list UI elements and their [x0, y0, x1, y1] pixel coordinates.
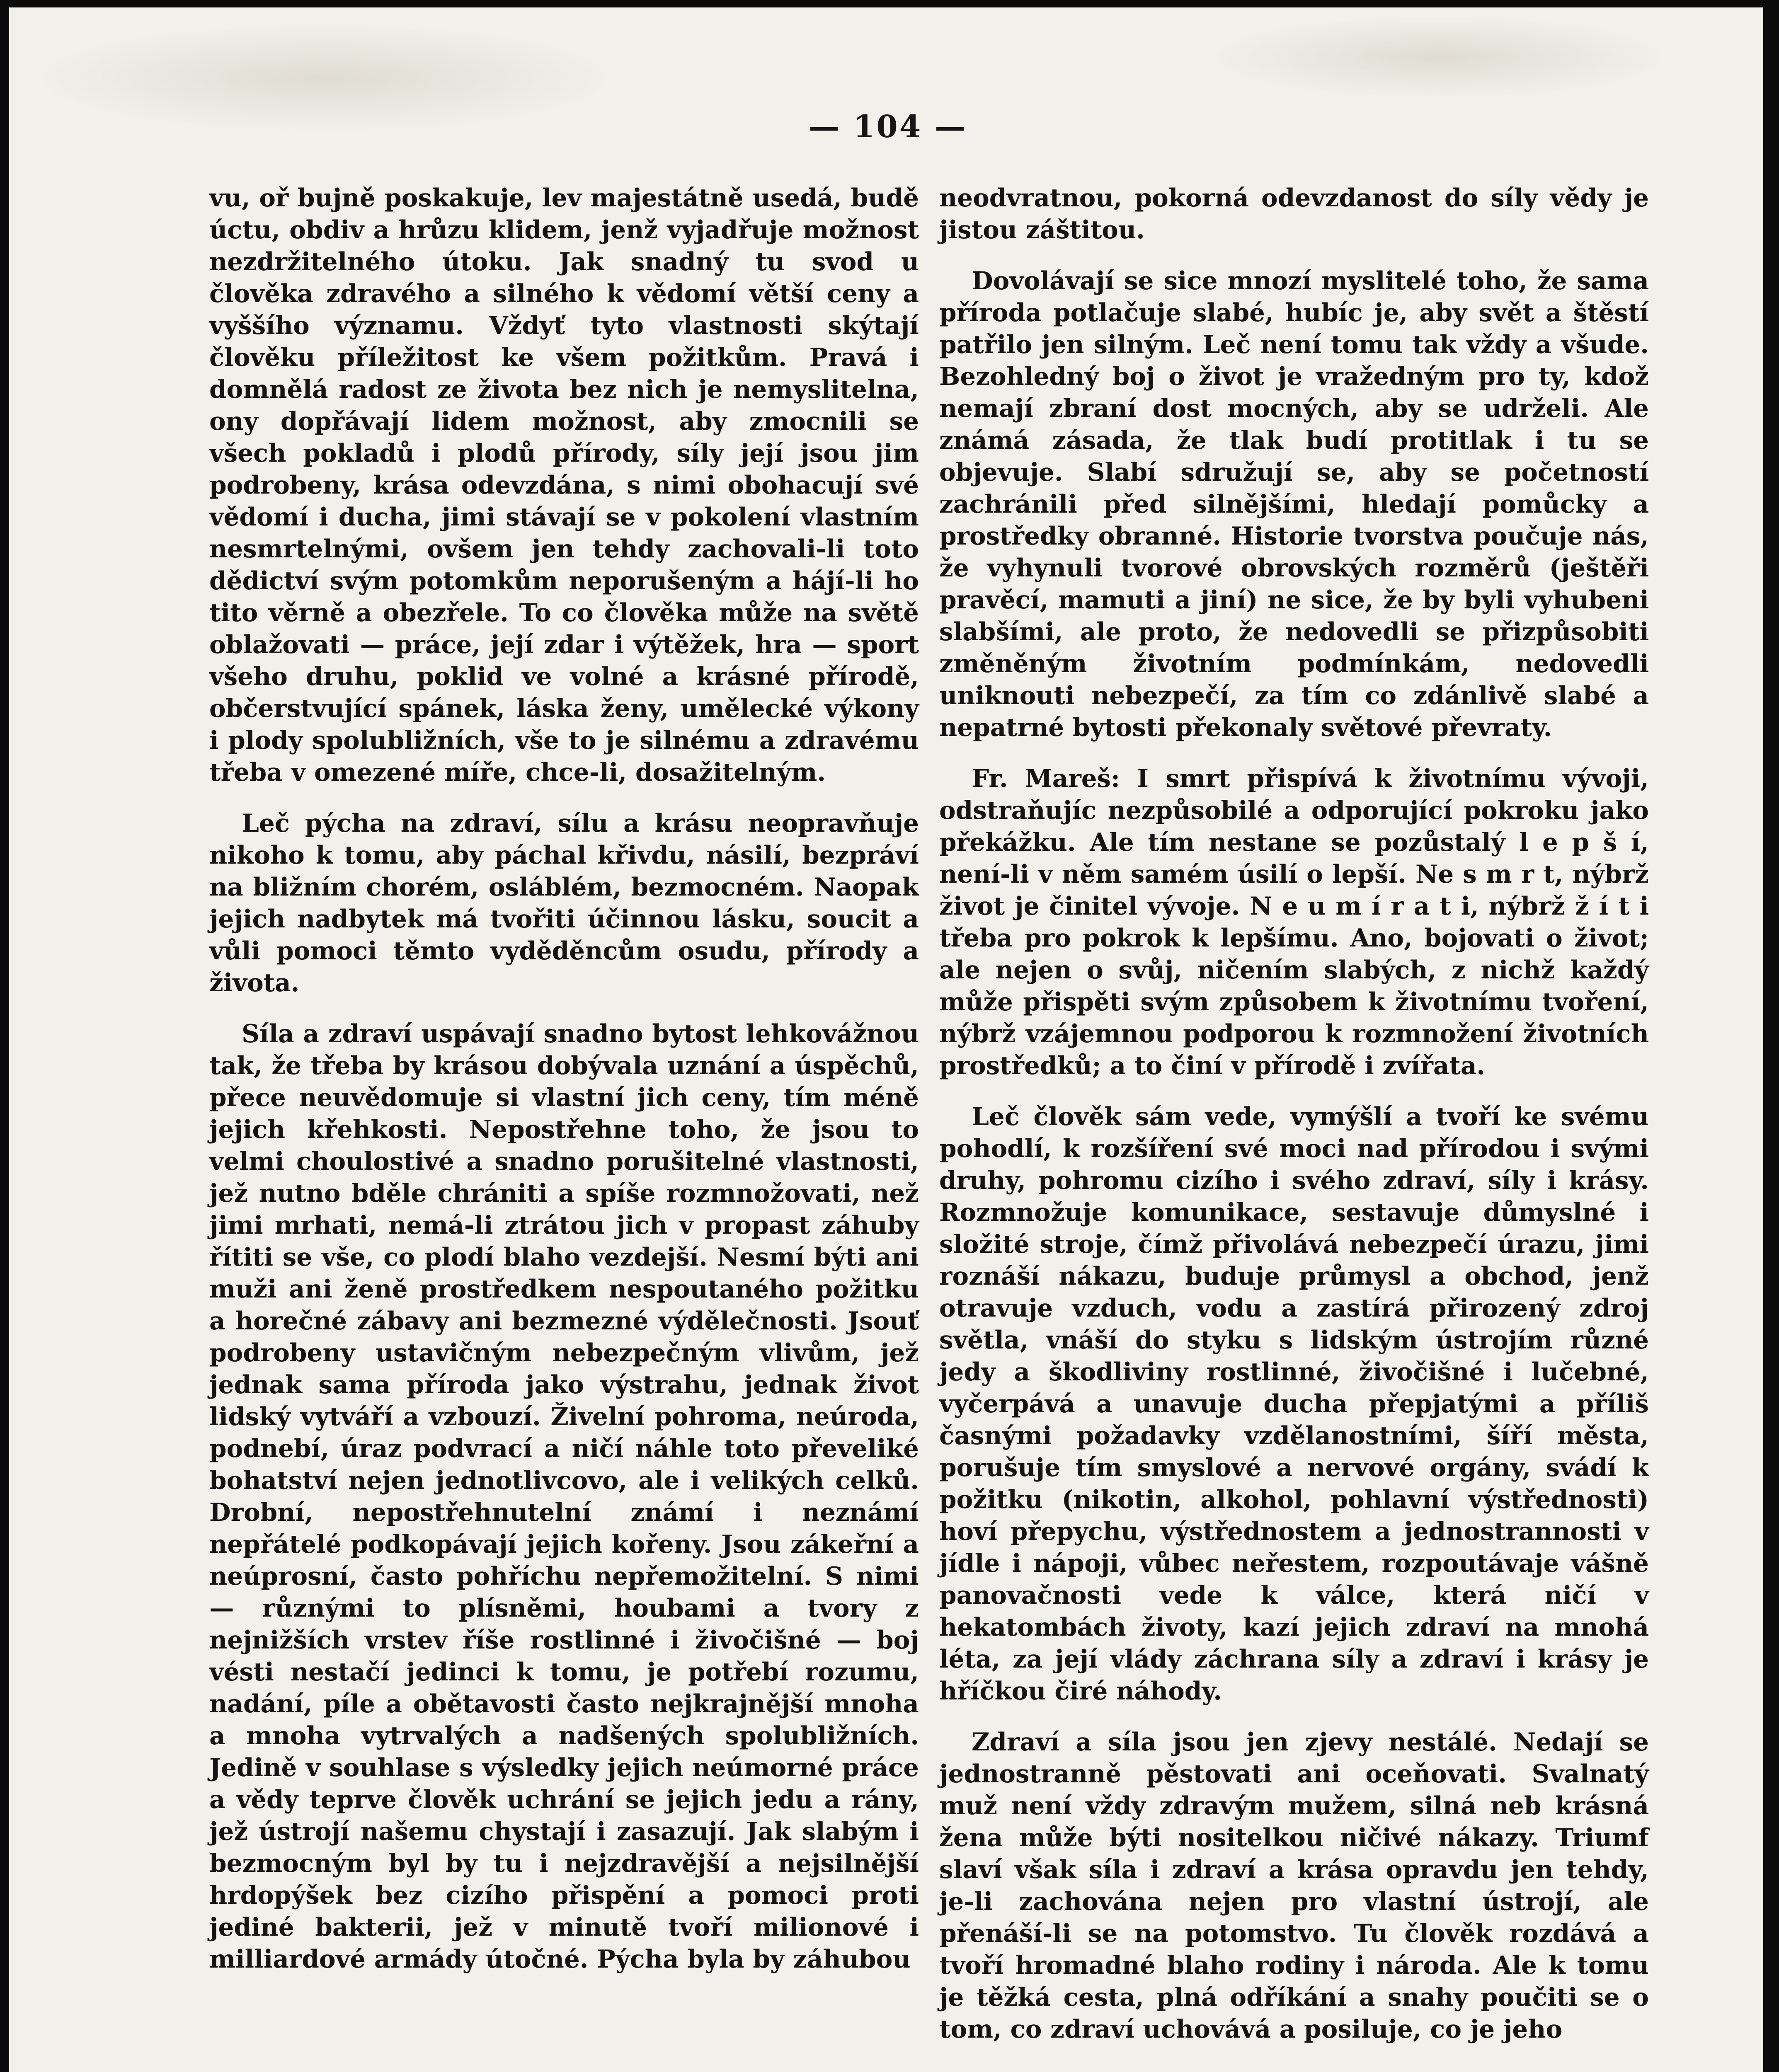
page-number: — 104 — — [809, 109, 967, 145]
paragraph: Dovolávají se sice mnozí myslitelé toho, že sama příroda potlačuje slabé, hubíc je, aby svět a štěstí patřilo jen silným. Leč není tomu tak vždy a všude. Bezohledný boj o život je vražedným pro ty, kdož nemají zbraní dost mocných, aby se udrželi. Ale známá zásada, že tlak budí protitlak i tu se objevuje. Slabí sdružují se, aby se početností zachránili před silnějšími, hledají pomůcky a prostředky obranné. Historie tvorstva poučuje nás, že vyhynuli tvorové obrovských rozměrů (ještěři pravěcí, mamuti a jiní) ne sice, že by byli vyhubeni slabšími, ale proto, že nedovedli se přizpůsobiti změněným životním podmínkám, nedovedli uniknouti nebezpečí, za tím co zdánlivě slabé a nepatrné bytosti překonaly světové převraty. — [939, 266, 1649, 742]
paragraph: neodvratnou, pokorná odevzdanost do síly vědy je jistou záštitou. — [939, 184, 1649, 244]
paragraph: Fr. Mareš: I smrt přispívá k životnímu vývoji, odstraňujíc nezpůsobilé a odporující pokroku jako překážku. Ale tím nestane se pozůstalý l e p š í, není-li v něm samém úsilí o lepší. Ne s m r t, nýbrž život je činitel vývoje. N e u m í r a t i, nýbrž ž í t i třeba pro pokrok k lepšímu. Ano, bojovati o život; ale nejen o svůj, ničením slabých, z nichž každý může přispěti svým způsobem k životnímu tvoření, nýbrž vzájemnou podporou k rozmnožení životních prostředků; a to činí v přírodě i zvířata. — [939, 764, 1649, 1080]
paragraph: vu, oř bujně poskakuje, lev majestátně usedá, budě úctu, obdiv a hrůzu klidem, jenž vyjadřuje možnost nezdržitelného útoku. Jak snadný tu svod u člověka zdravého a silného k vědomí větší ceny a vyššího významu. Vždyť tyto vlastnosti skýtají člověku příležitost ke všem požitkům. Pravá i domnělá radost ze života bez nich je nemyslitelna, ony dopřávají lidem možnost, aby zmocnili se všech pokladů i plodů přírody, síly její jsou jim podrobeny, krása odevzdána, s nimi obohacují své vědomí i ducha, jimi stávají se v pokolení vlastním nesmrtelnými, ovšem jen tehdy zachovali-li toto dědictví svým potomkům neporušeným a hájí-li ho tito věrně a obezřele. To co člověka může na světě oblažovati — práce, její zdar i výtěžek, hra — sport všeho druhu, poklid ve volné a krásné přírodě, občerstvující spánek, láska ženy, umělecké výkony i plody spolubližních, vše to je silnému a zdravému třeba v omezené míře, chce-li, dosažitelným. — [209, 184, 919, 787]
scan-border-right — [1763, 0, 1779, 2072]
scanned-page — [9, 7, 1767, 2072]
right-column — [939, 182, 1649, 2065]
paragraph: Síla a zdraví uspávají snadno bytost lehkovážnou tak, že třeba by krásou dobývala uznání a úspěchů, přece neuvědomuje si vlastní jich ceny, tím méně jejich křehkosti. Nepostřehne toho, že jsou to velmi choulostivé a snadno porušitelné vlastnosti, jež nutno bděle chrániti a spíše rozmnožovati, než jimi mrhati, nemá-li ztrátou jich v propast záhuby řítiti se vše, co plodí blaho vezdejší. Nesmí býti ani muži ani ženě prostředkem nespoutaného požitku a horečné zábavy ani bezmezné výdělečnosti. Jsouť podrobeny ustavičným nebezpečným vlivům, jež jednak sama příroda jako výstrahu, jednak život lidský vytváří a vzbouzí. Živelní pohroma, neúroda, podnebí, úraz podvrací a ničí náhle toto převeliké bohatství nejen jednotlivcovo, ale i velikých celků. Drobní, nepostřehnutelní známí i neznámí nepřátelé podkopávají jejich kořeny. Jsou zákeřní a neúprosní, často pohříchu nepřemožitelní. S nimi — různými to plísněmi, houbami a tvory z nejnižších vrstev říše rostlinné i živočišné — boj vésti nestačí jedinci k tomu, je potřebí rozumu, nadání, píle a obětavosti často nejkrajnější mnoha a mnoha vytrvalých a nadšených spolubližních. Jedině v souhlase s výsledky jejich neúmorné práce a vědy teprve člověk uchrání se jejich jedu a rány, jež ústrojí našemu chystají i zasazují. Jak slabým i bezmocným byl by tu i nejzdravější a nejsilnější hrdopýšek bez cizího přispění a pomoci proti jediné bakterii, jež v minutě tvoří milionové i milliardové armády útočné. Pýcha byla by záhubou — [209, 1019, 919, 1974]
paper-stain — [1211, 16, 1667, 99]
paragraph: Leč pýcha na zdraví, sílu a krásu neopravňuje nikoho k tomu, aby páchal křivdu, násilí, bezpráví na bližním chorém, osláblém, bezmocném. Naopak jejich nadbytek má tvořiti účinnou lásku, soucit a vůli pomoci těmto vyděděncům osudu, přírody a života. — [209, 809, 919, 997]
paragraph: Zdraví a síla jsou jen zjevy nestálé. Nedají se jednostranně pěstovati ani oceňovati. Svalnatý muž není vždy zdravým mužem, silná neb krásná žena může býti nositelkou ničivé nákazy. Triumf slaví však síla i zdraví a krása opravdu jen tehdy, je-li zachována nejen pro vlastní ústrojí, ale přenáší-li se na potomstvo. Tu člověk rozdává a tvoří hromadné blaho rodiny i národa. Ale k tomu je těžká cesta, plná odříkání a snahy poučiti se o tom, co zdraví uchovává a posiluje, co je jeho — [939, 1728, 1649, 2044]
paragraph: Leč člověk sám vede, vymýšlí a tvoří ke svému pohodlí, k rozšíření své moci nad přírodou i svými druhy, pohromu cizího i svého zdraví, síly i krásy. Rozmnožuje komunikace, sestavuje důmyslné i složité stroje, čímž přivolává nebezpečí úrazu, jimi roznáší nákazu, buduje průmysl a obchod, jenž otravuje vzduch, vodu a zastírá přirozený zdroj světla, vnáší do styku s lidským ústrojím různé jedy a škodliviny rostlinné, živočišné i lučebné, vyčerpává a unavuje ducha přepjatými a příliš časnými požadavky vzdělanostními, šíří města, porušuje tím smyslové a nervové orgány, svádí k požitku (nikotin, alkohol, pohlavní výstřednosti) hoví přepychu, výstřednostem a jednostrannosti v jídle i nápoji, vůbec neřestem, rozpoutávaje vášně panovačnosti vede k válce, která ničí v hekatombách životy, kazí jejich zdraví na mnohá léta, za její vlády záchrana síly a zdraví i krásy je hříčkou čiré náhody. — [939, 1102, 1649, 1706]
left-column — [209, 182, 919, 1995]
